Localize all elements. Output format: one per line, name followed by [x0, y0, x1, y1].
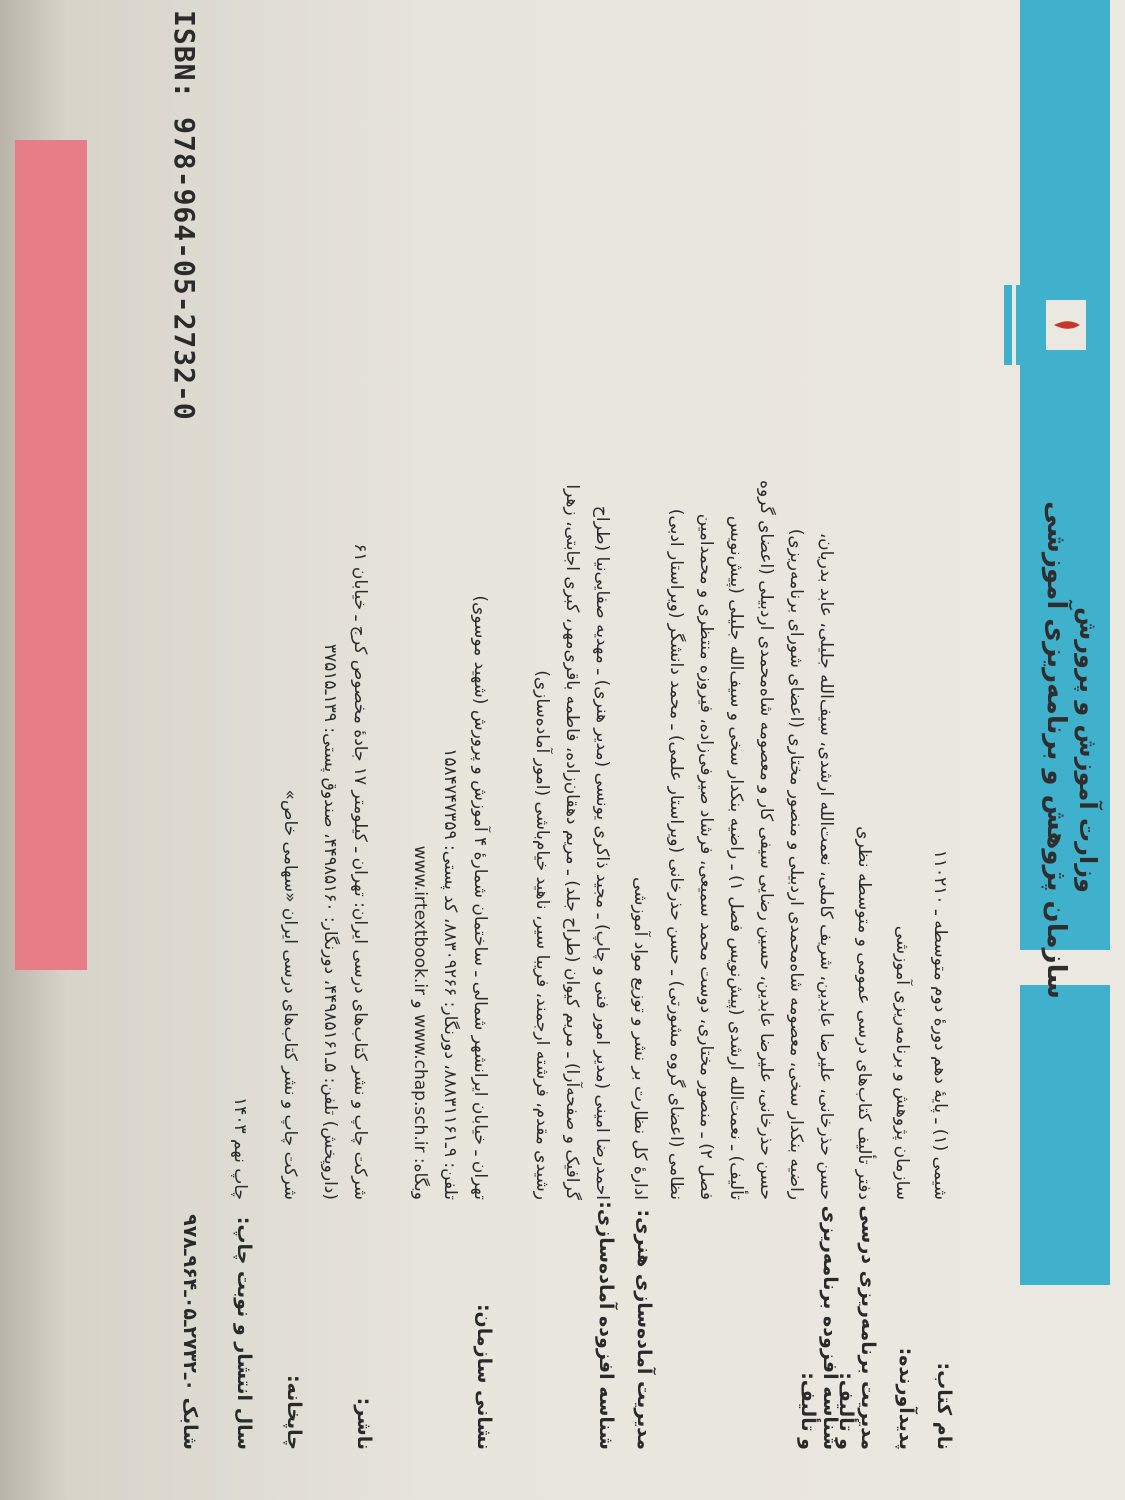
row-label: نشانی سازمان:: [473, 1303, 495, 1450]
row-value: [661, 10, 841, 1200]
row-label: مدیریت آماده‌سازی هنری:: [633, 1209, 655, 1450]
ministry-title: وزارت آموزش و پرورش: [1074, 607, 1102, 893]
isbn-latin: ISBN: 978-964-05-2732-0: [168, 10, 201, 421]
row-label: نام کتاب:: [933, 1362, 955, 1450]
organization-title: سازمان پژوهش و برنامه‌ریزی آموزشی: [1041, 501, 1071, 999]
isbn-row: [168, 10, 201, 1460]
row-value: [225, 10, 255, 1200]
row-value-line: رشیدی مقدم، فرشته ارجمند، فریبا سیر، ناهید خیام‌باشی (امور آماده‌سازی): [532, 670, 552, 1200]
row-value: [527, 10, 617, 1200]
row-label: پدیدآورنده:: [895, 1347, 917, 1450]
colophon-row: [887, 10, 917, 1460]
row-label: چاپخانه:: [283, 1374, 305, 1450]
row-value-line: (داروپخش) تلفن: ۵ـ۴۴۹۸۵۱۶۱، دورنگار: ۴۴۹۸۵۱۶۰، صندوق پستی: ۱۳۹ـ۳۷۵۱۵: [320, 643, 340, 1200]
row-value-line: احمدرضا امینی (مدیر امور فنی و چاپ) ـ مجید ذاکری یونسی (مدیر هنری) ـ مهدیه صفایی‌نیا (طراح: [592, 505, 612, 1200]
row-value: [925, 10, 955, 1200]
colophon-row: [405, 10, 495, 1460]
row-value-line: ادارهٔ کل نظارت بر نشر و توزیع مواد آموزشی: [630, 877, 650, 1200]
row-value-line: شیمی (۱) ـ پایهٔ دهم دورهٔ دوم متوسطه ـ ۱۱۰۲۱۰: [930, 849, 950, 1200]
colophon-row: [315, 10, 375, 1460]
colophon-row: [527, 10, 617, 1460]
colophon-row: [275, 10, 305, 1460]
row-value: [625, 10, 655, 1200]
row-value-line: چاپ نهم ۱۴۰۳: [230, 1097, 250, 1200]
row-value-line: راضیه بنکدار سخی، معصومه شاه‌محمدی اردبیلی و منصور مختاری (اعضای شورای برنامه‌ریزی): [786, 528, 806, 1200]
row-value-line: وبگاه: www.chap.sch.ir و www.irtextbook.ir: [410, 845, 430, 1200]
row-value-line: حسن حذرخانی، علیرضا عابدین، حسین رضایی سیفی کار و معصومه شاه‌محمدی اردبیلی (اعضای گروه: [756, 480, 776, 1200]
row-value-line: فصل ۲) ـ منصور مختاری، دوست محمد سمیعی، فرشاد صیرفی‌زاده، فیروزه منتظری و محمدامین: [696, 513, 716, 1200]
colophon-row: [835, 10, 879, 1460]
row-value-line: دفتر تألیف کتاب‌های درسی عمومی و متوسطه نظری: [854, 826, 874, 1200]
row-value-line: سازمان پژوهش و برنامه‌ریزی آموزشی: [892, 925, 912, 1200]
row-value-line: حسن حذرخانی، علیرضا عابدین، شریف کاملی، نعمت‌الله ارشدی، سیف‌الله جلیلی، عابد بدریان،: [816, 532, 836, 1200]
row-value: [887, 10, 917, 1200]
row-value-line: تهران ـ خیابان ایرانشهر شمالی ـ ساختمان شمارهٔ ۴ آموزش و پرورش (شهید موسوی): [470, 595, 490, 1200]
row-label: شناسه افزوده آماده‌سازی:: [595, 1201, 617, 1450]
row-value-line: تلفن: ۹ـ۸۸۸۳۱۱۶۱، دورنگار: ۸۸۳۰۹۲۶۶، کد پستی: ۱۵۸۴۷۴۷۳۵۹: [440, 748, 460, 1200]
colophon-row: [625, 10, 655, 1460]
row-label: ناشر:: [353, 1397, 375, 1450]
row-label: سال انتشار و نوبت چاپ:: [233, 1216, 255, 1450]
row-value: [275, 10, 305, 1200]
colophon-row: [225, 10, 255, 1460]
row-value-line: گرافیک و صفحه‌آرا) ـ مریم کیوان (طراح جلد) ـ مریم دهقان‌زاده، فاطمه باقری‌مهر، کبری اجابتی، زهرا: [562, 484, 582, 1200]
colophon-row: [925, 10, 955, 1460]
row-value-line: شرکت چاپ و نشر کتاب‌های درسی ایران «سهامی خاص»: [280, 789, 300, 1200]
row-value: [405, 10, 495, 1200]
ministry-logo-icon: [1000, 280, 1100, 370]
row-label: شناسه افزوده برنامه‌ریزی و تألیف:: [797, 1205, 841, 1450]
page-header: [1039, 400, 1103, 1100]
row-value-line: نظامی (اعضای گروه مشورتی) ـ حسن حذرخانی (ویراستار علمی) ـ محمد دانشگر (ویراستار ادبی): [666, 508, 686, 1200]
colophon-row: [661, 10, 841, 1460]
row-label: مدیریت برنامه‌ریزی درسی و تألیف:: [835, 1205, 879, 1450]
row-value-line: تألیف) ـ نعمت‌الله ارشدی (پیش‌نویس فصل ۱) ـ راضیه بنکدار سخی و سیف‌الله جلیلی (پیش‌نویس: [726, 515, 746, 1200]
isbn-persian: شابک ۰ـ۲۷۳۲ـ۰۵ـ۹۶۴ـ۹۷۸: [179, 1214, 201, 1450]
row-value-line: شرکت چاپ و نشر کتاب‌های درسی ایران: تهران ـ کیلومتر ۱۷ جادهٔ مخصوص کرج ـ خیابان ۶۱: [350, 543, 370, 1200]
row-value: [835, 10, 879, 1200]
row-value: [315, 10, 375, 1200]
